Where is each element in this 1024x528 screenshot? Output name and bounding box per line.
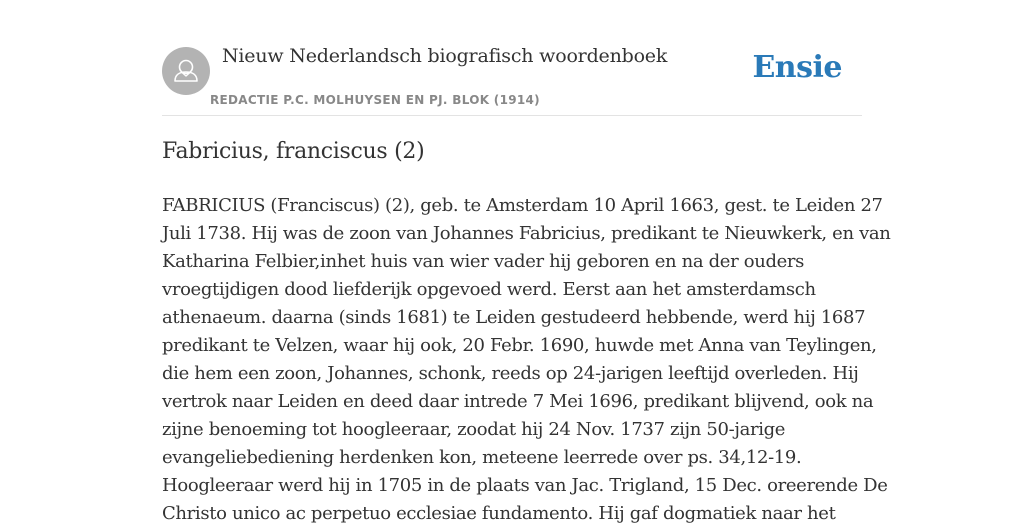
entry-body <box>162 192 891 528</box>
entry-title: Fabricius, franciscus (2) <box>162 139 425 164</box>
body-line: vertrok naar Leiden en deed daar intrede 7 Mei 1696, predikant blijvend, ook na <box>162 391 874 412</box>
body-line: predikant te Velzen, waar hij ook, 20 Febr. 1690, huwde met Anna van Teylingen, <box>162 335 877 356</box>
body-line: athenaeum. daarna (sinds 1681) te Leiden gestudeerd hebbende, werd hij 1687 <box>162 307 866 328</box>
body-line: die hem een zoon, Johannes, schonk, reeds op 24-jarigen leeftijd overleden. Hij <box>162 363 859 384</box>
body-line: Christo unico ac perpetuo ecclesiae fundamento. Hij gaf dogmatiek naar het <box>162 503 836 524</box>
source-title[interactable]: Nieuw Nederlandsch biografisch woordenboek <box>222 45 668 67</box>
body-line: vroegtijdigen dood liefderijk opgevoed werd. Eerst aan het amsterdamsch <box>162 279 816 300</box>
body-line: Katharina Felbier,inhet huis van wier vader hij geboren en na der ouders <box>162 251 805 272</box>
body-line: Juli 1738. Hij was de zoon van Johannes Fabricius, predikant te Nieuwkerk, en van <box>162 223 891 244</box>
user-icon <box>162 47 210 95</box>
source-subtitle: REDACTIE P.C. MOLHUYSEN EN PJ. BLOK (1914) <box>210 93 540 107</box>
body-line: FABRICIUS (Franciscus) (2), geb. te Amsterdam 10 April 1663, gest. te Leiden 27 <box>162 195 883 216</box>
source-header <box>162 0 862 116</box>
avatar[interactable] <box>162 47 210 95</box>
body-line: Hoogleeraar werd hij in 1705 in de plaats van Jac. Trigland, 15 Dec. oreerende De <box>162 475 888 496</box>
body-line: evangeliebediening herdenken kon, meteene leerrede over ps. 34,12-19. <box>162 447 802 468</box>
brand-logo[interactable]: Ensie <box>752 50 842 85</box>
body-line: zijne benoeming tot hoogleeraar, zoodat hij 24 Nov. 1737 zijn 50-jarige <box>162 419 786 440</box>
content-container <box>162 0 891 524</box>
